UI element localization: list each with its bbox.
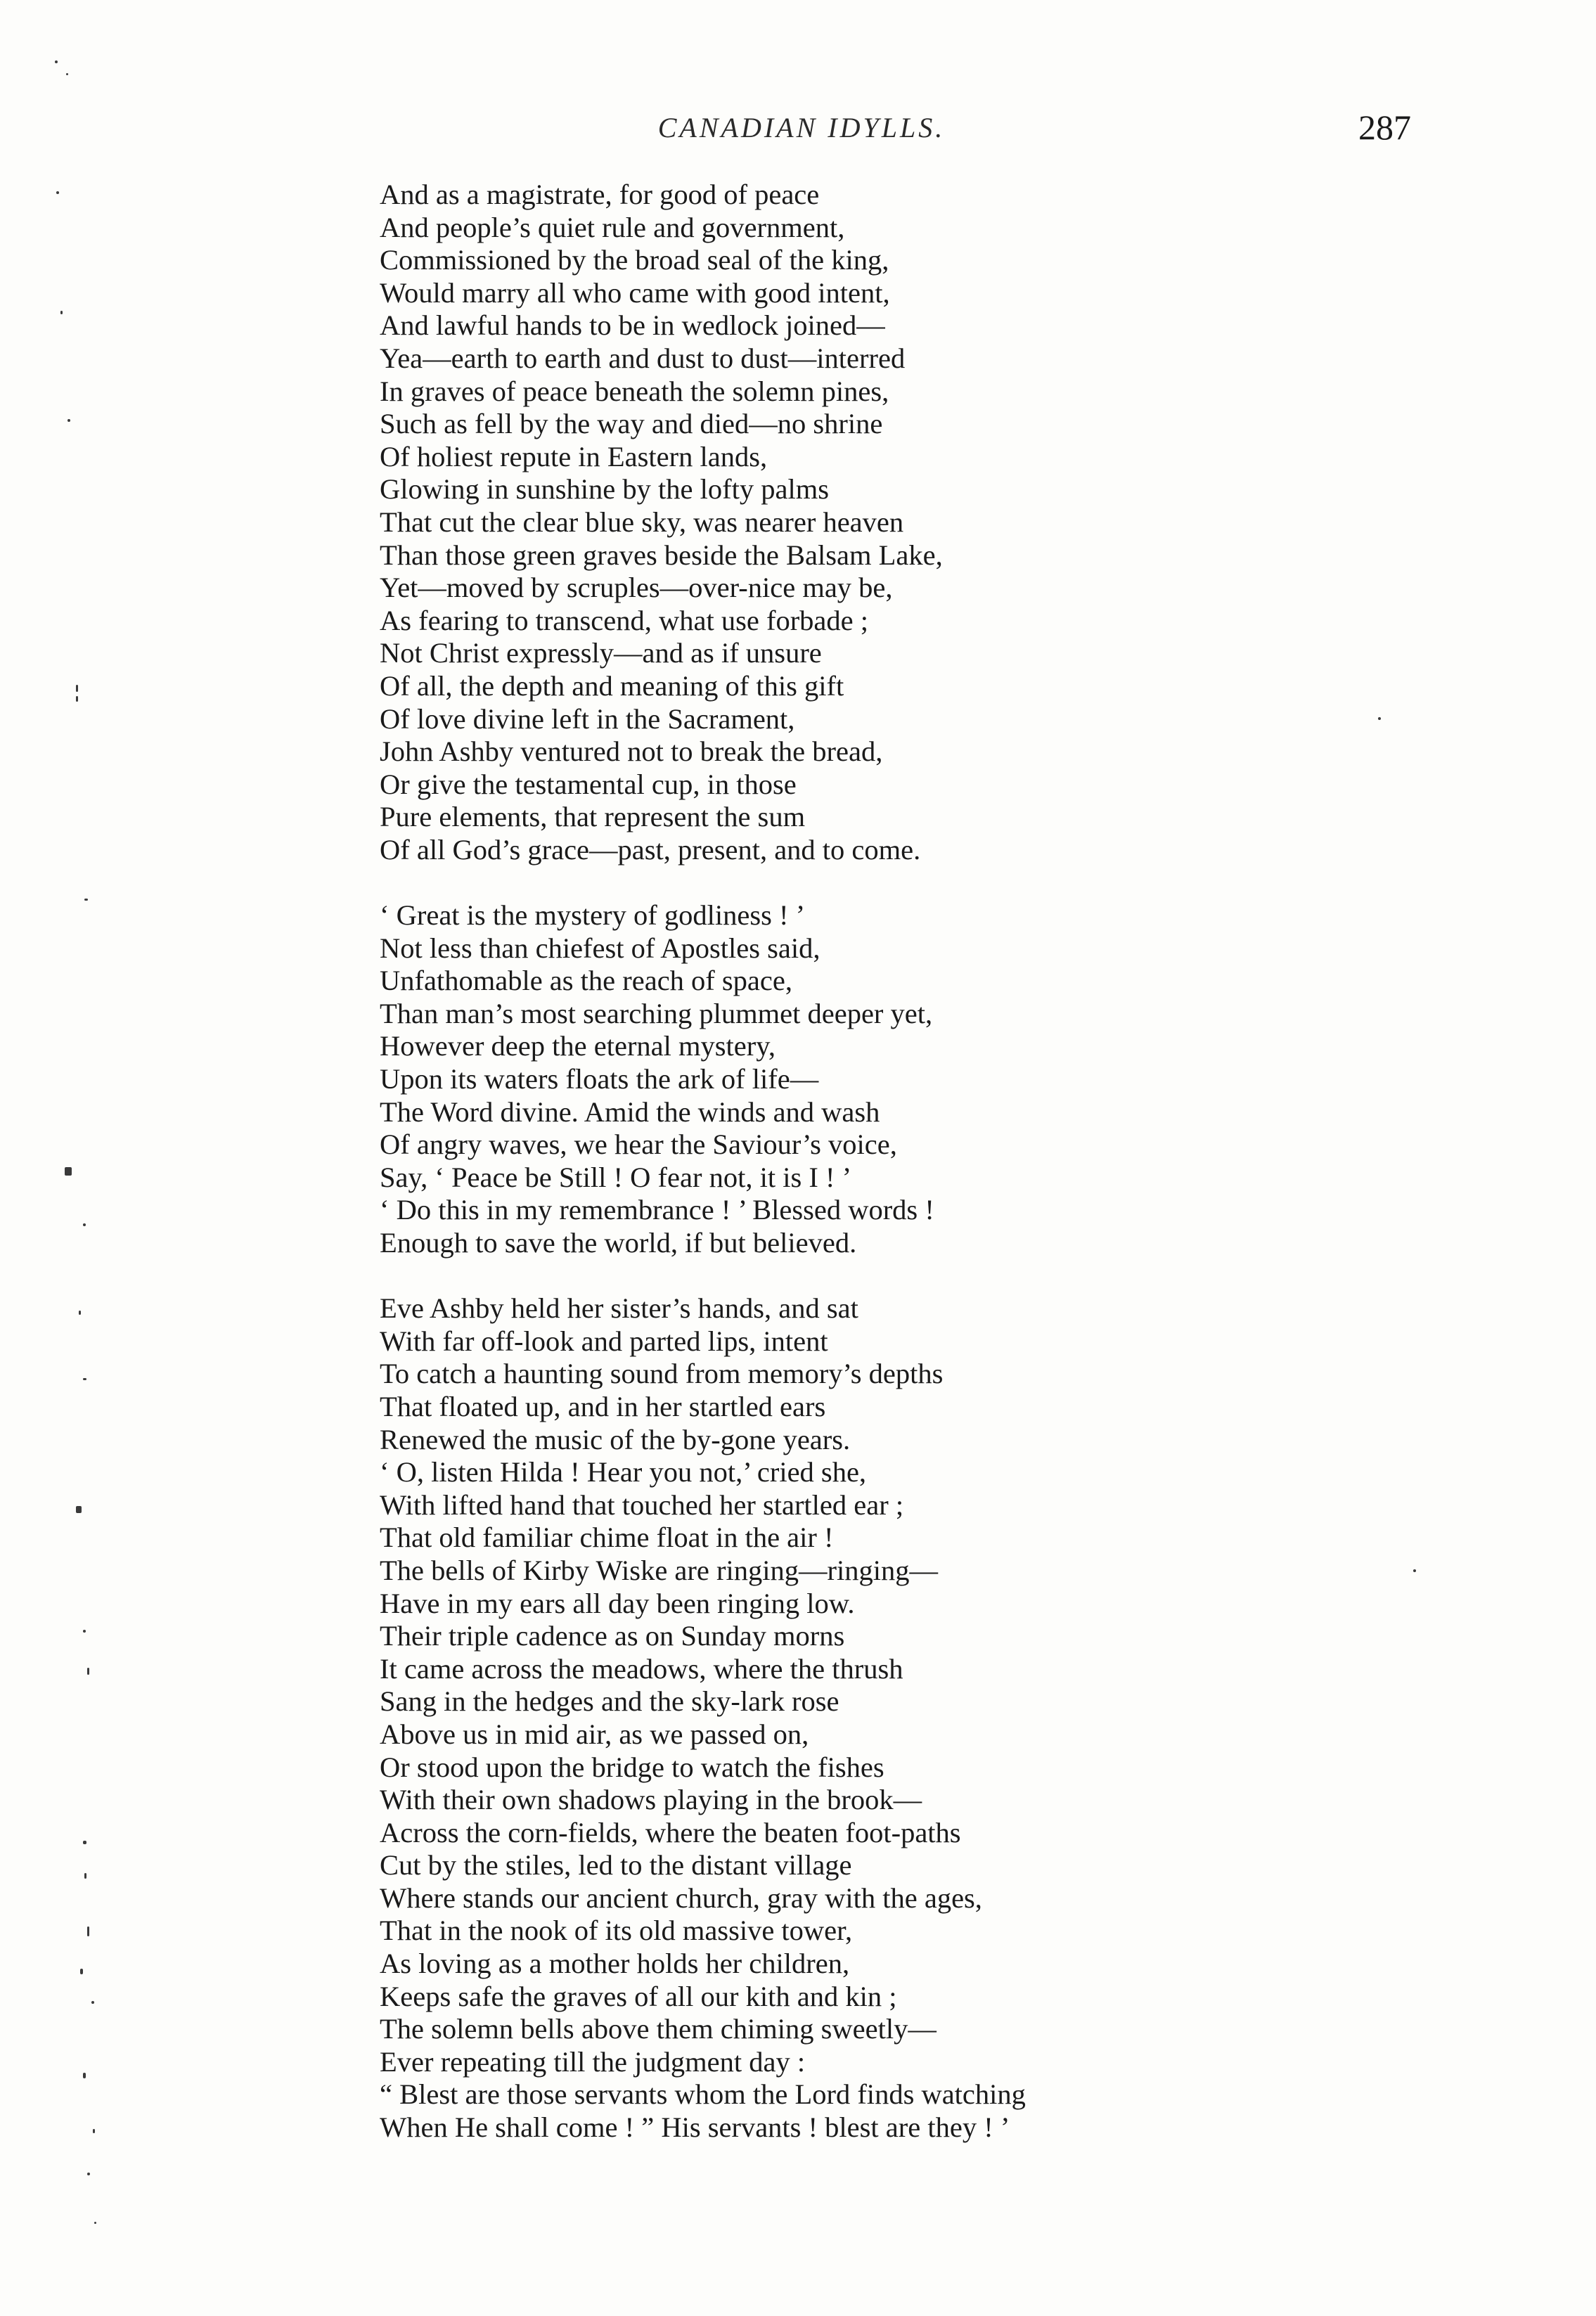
stanza (380, 1292, 1294, 2144)
margin-speck (55, 60, 58, 63)
poem-line: And lawful hands to be in wedlock joined— (380, 309, 885, 342)
margin-speck (76, 685, 78, 692)
margin-speck (65, 1167, 72, 1176)
poem-line: Keeps safe the graves of all our kith and kin ; (380, 1980, 897, 2012)
stanza (380, 179, 1294, 866)
poem-line: Above us in mid air, as we passed on, (380, 1718, 809, 1750)
margin-speck (80, 1969, 83, 1974)
poem-line: With their own shadows playing in the brook— (380, 1784, 922, 1816)
margin-speck (84, 899, 88, 901)
poem-line: And people’s quiet rule and government, (380, 211, 845, 243)
poem-line: Upon its waters floats the ark of life— (380, 1063, 819, 1095)
margin-speck (66, 73, 68, 75)
poem-line: As loving as a mother holds her children, (380, 1948, 850, 1980)
poem-line: “ Blest are those servants whom the Lord finds watching (380, 2078, 1026, 2111)
poem-line: Would marry all who came with good intent, (380, 276, 890, 309)
poem-line: That floated up, and in her startled ears (380, 1390, 826, 1422)
poem-line: To catch a haunting sound from memory’s depths (380, 1358, 944, 1390)
poem-line: Of all God’s grace—past, present, and to come. (380, 833, 921, 866)
margin-speck (91, 2001, 94, 2004)
poem-line: Commissioned by the broad seal of the king, (380, 244, 889, 276)
poem-line: Of love divine left in the Sacrament, (380, 702, 795, 735)
poem-line: Ever repeating till the judgment day : (380, 2045, 806, 2078)
poem-line: And as a magistrate, for good of peace (380, 179, 820, 210)
poem-line: Renewed the music of the by-gone years. (380, 1423, 851, 1455)
margin-speck (76, 696, 78, 702)
margin-speck (83, 1378, 86, 1380)
poem-line: Say, ‘ Peace be Still ! O fear not, it is I ! ’ (380, 1161, 852, 1193)
poem-line: Their triple cadence as on Sunday morns (380, 1620, 845, 1652)
poem-line: It came across the meadows, where the thrush (380, 1652, 903, 1685)
poem-line: Not less than chiefest of Apostles said, (380, 932, 820, 964)
poem-line: As fearing to transcend, what use forbade ; (380, 604, 869, 636)
poem-line: Have in my ears all day been ringing low. (380, 1587, 855, 1619)
running-title: CANADIAN IDYLLS. (657, 112, 946, 143)
margin-speck (87, 1926, 89, 1936)
margin-speck (83, 1630, 86, 1633)
poem-line: Enough to save the world, if but believed. (380, 1227, 857, 1259)
poem-line: Where stands our ancient church, gray with the ages, (380, 1881, 982, 1914)
margin-speck (87, 2173, 90, 2175)
poem-line: Such as fell by the way and died—no shrine (380, 408, 883, 440)
poem-line: Pure elements, that represent the sum (380, 801, 806, 833)
poem-line: John Ashby ventured not to break the bread, (380, 735, 883, 768)
poem-line: That cut the clear blue sky, was nearer heaven (380, 506, 904, 538)
poem-line: Or stood upon the bridge to watch the fishes (380, 1751, 884, 1783)
page-number: 287 (1358, 108, 1411, 147)
margin-speck (94, 2222, 96, 2224)
poem-line: Sang in the hedges and the sky-lark rose (380, 1685, 839, 1718)
poem-line: Across the corn-fields, where the beaten foot-paths (380, 1816, 961, 1848)
poem-line: When He shall come ! ” His servants ! blest are they ! ’ (380, 2111, 1010, 2144)
poem-line: However deep the eternal mystery, (380, 1030, 776, 1062)
margin-speck (67, 419, 70, 422)
poem-line: The solemn bells above them chiming sweetly— (380, 2013, 937, 2045)
poem-line: Unfathomable as the reach of space, (380, 965, 792, 997)
poem-line: Not Christ expressly—and as if unsure (380, 637, 822, 669)
margin-speck (87, 1668, 89, 1675)
poem-line: In graves of peace beneath the solemn pines, (380, 375, 889, 407)
margin-speck (56, 191, 59, 194)
poem-line: Of holiest repute in Eastern lands, (380, 440, 768, 472)
stanza (380, 899, 1294, 1260)
margin-speck (84, 1873, 86, 1879)
margin-speck (83, 1223, 86, 1226)
margin-speck (1413, 1569, 1416, 1572)
poem-line: Than man’s most searching plummet deeper yet, (380, 997, 933, 1029)
margin-speck (60, 311, 63, 314)
poem-line: That in the nook of its old massive tower, (380, 1915, 853, 1947)
poem-line: Cut by the stiles, led to the distant village (380, 1849, 852, 1881)
poem-line: Of angry waves, we hear the Saviour’s voice, (380, 1128, 897, 1161)
poem-line: Yet—moved by scruples—over-nice may be, (380, 572, 893, 604)
poem-line: The bells of Kirby Wiske are ringing—ringing— (380, 1554, 938, 1586)
poem-line: Glowing in sunshine by the lofty palms (380, 473, 829, 506)
margin-speck (93, 2129, 95, 2133)
poem-line: ‘ Great is the mystery of godliness ! ’ (380, 899, 806, 932)
margin-speck (83, 1841, 86, 1844)
poem-line: ‘ O, listen Hilda ! Hear you not,’ cried she, (380, 1456, 867, 1488)
margin-speck (1378, 717, 1381, 720)
poem-line: With lifted hand that touched her startled ear ; (380, 1488, 904, 1521)
poem-line: Or give the testamental cup, in those (380, 768, 797, 800)
poem-line: ‘ Do this in my remembrance ! ’ Blessed words ! (380, 1194, 934, 1226)
poem-line: Eve Ashby held her sister’s hands, and sat (380, 1292, 858, 1325)
margin-speck (76, 1506, 82, 1513)
poem-line: Than those green graves beside the Balsam Lake, (380, 539, 943, 571)
margin-speck (83, 2073, 86, 2078)
poem-line: Of all, the depth and meaning of this gift (380, 669, 844, 702)
poem-line: That old familiar chime float in the air ! (380, 1522, 834, 1554)
poem-body (380, 179, 1294, 2177)
poem-line: With far off-look and parted lips, intent (380, 1325, 828, 1357)
margin-speck (79, 1311, 81, 1315)
poem-line: The Word divine. Amid the winds and wash (380, 1095, 880, 1128)
poem-line: Yea—earth to earth and dust to dust—interred (380, 342, 906, 374)
